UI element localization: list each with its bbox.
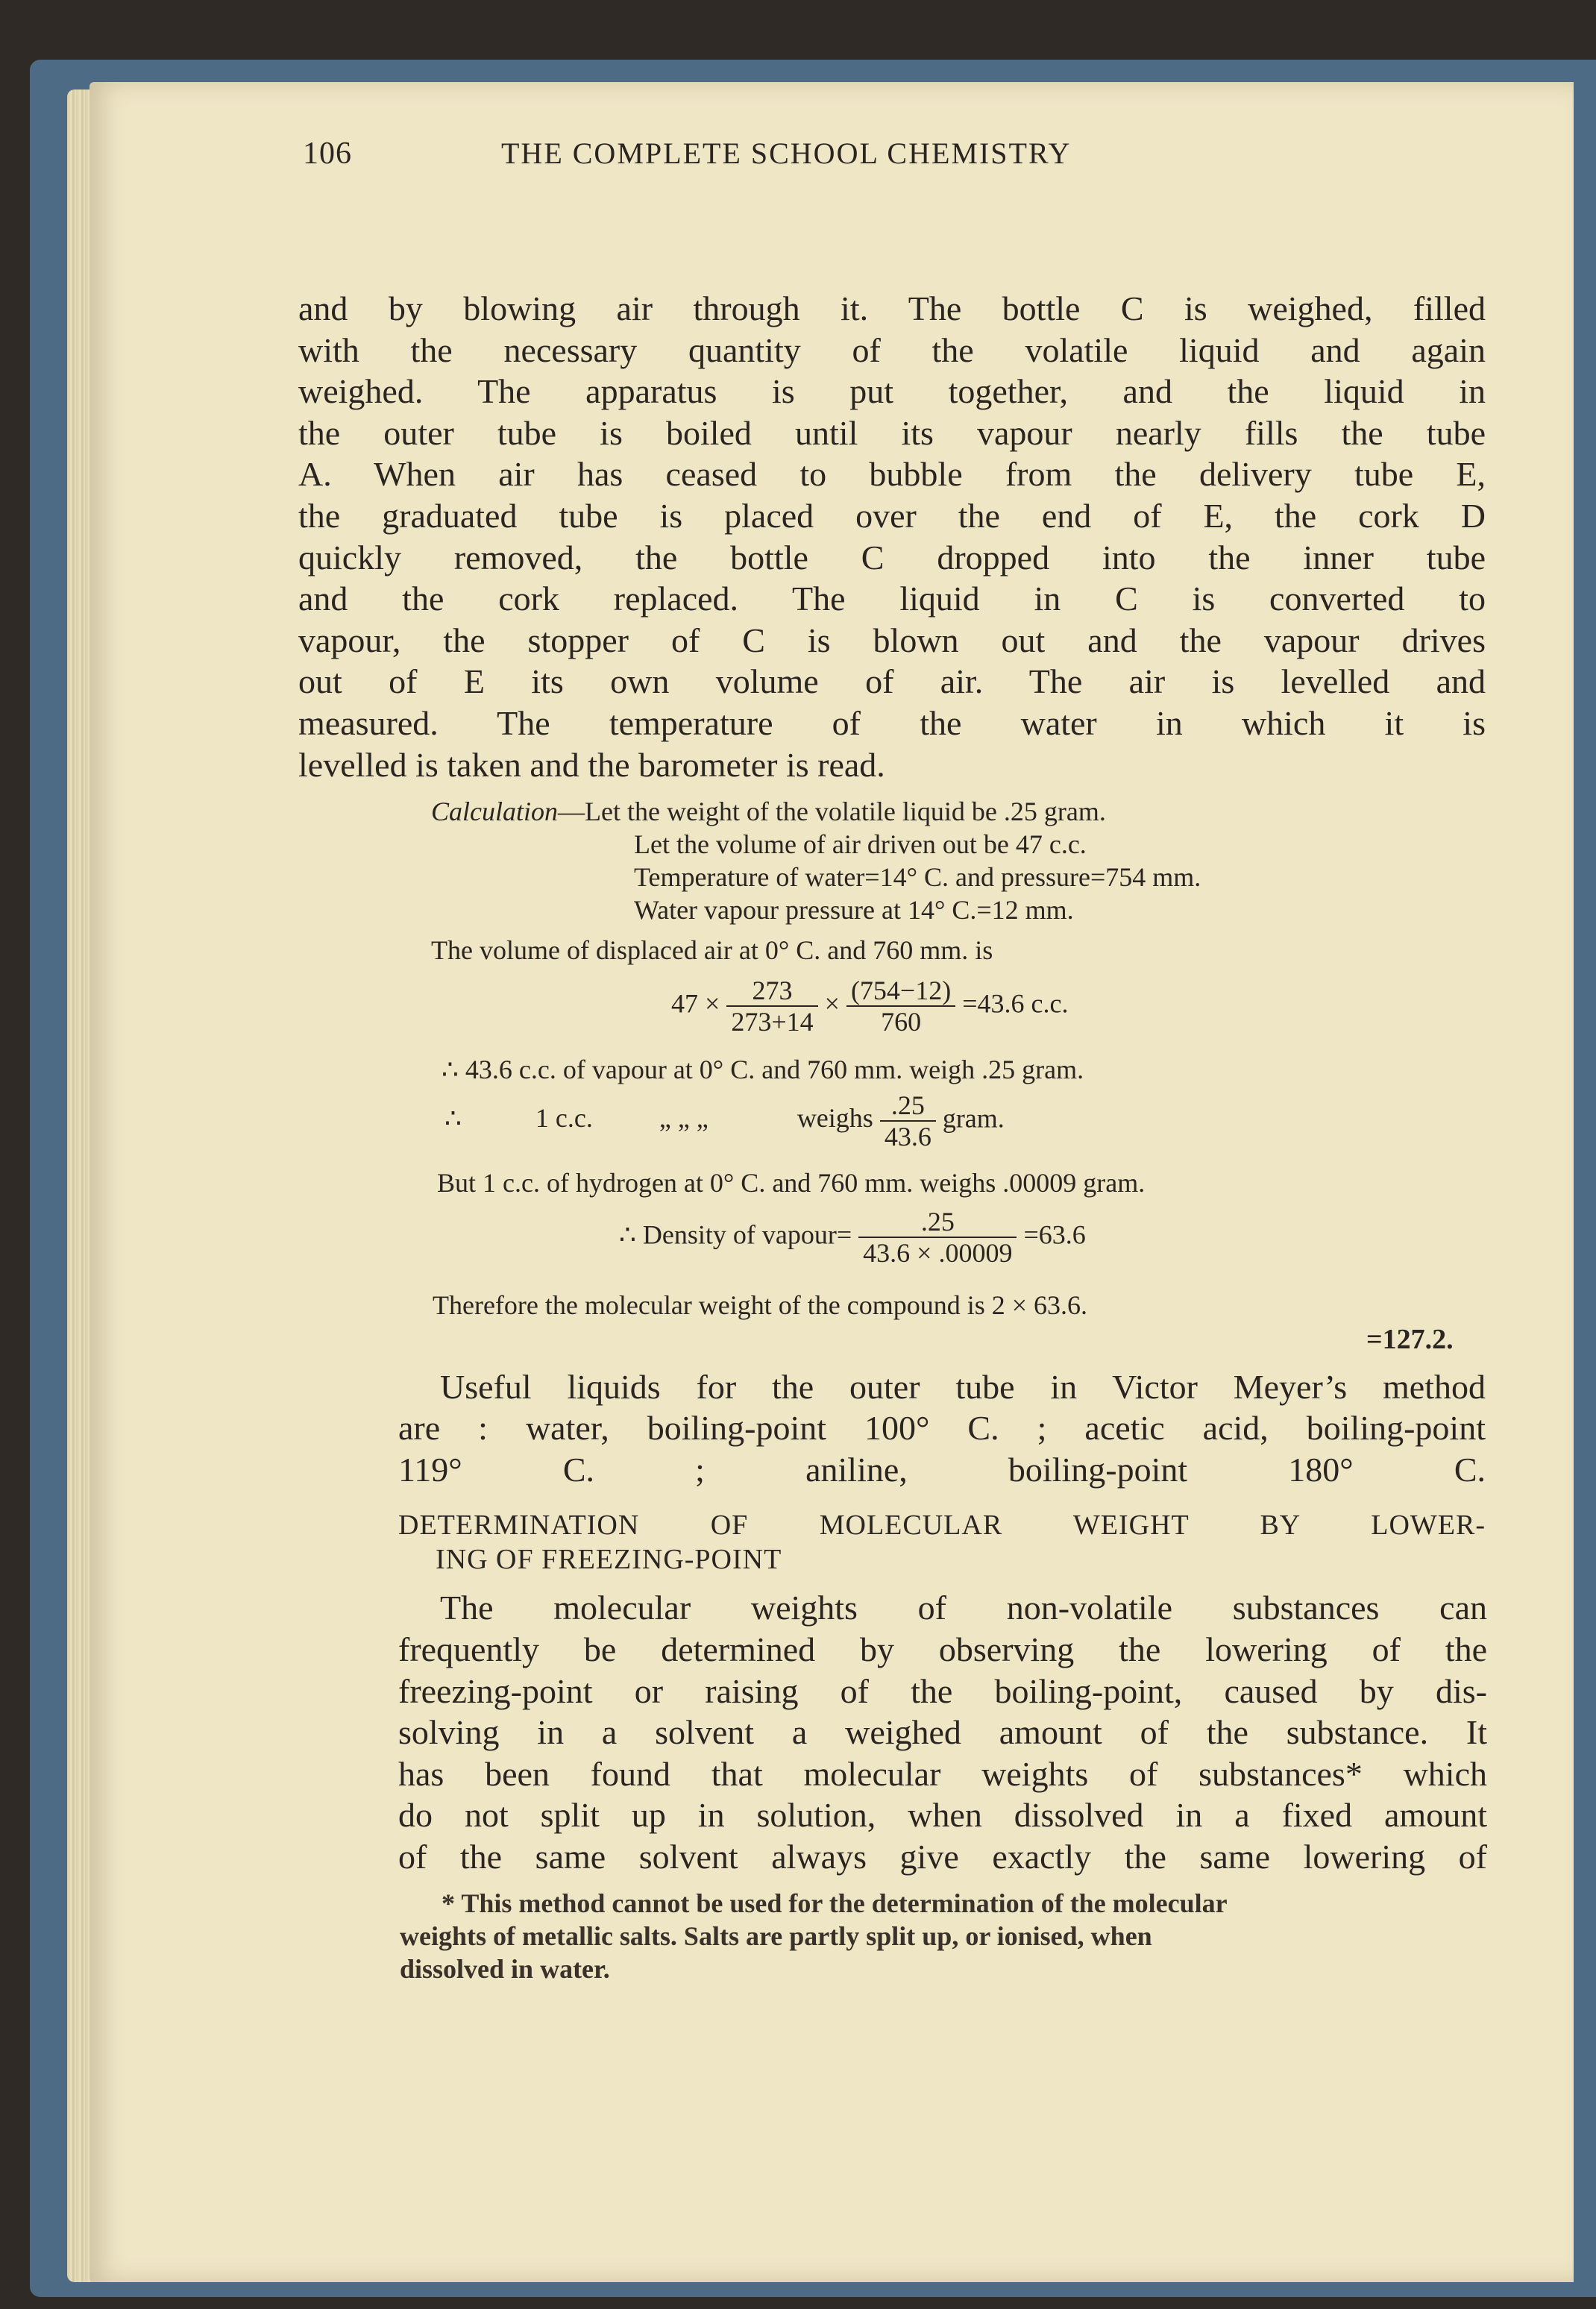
fraction-denominator: 43.6 × .00009 xyxy=(863,1238,1013,1268)
eq-lead: ∴ Density of vapour= xyxy=(619,1219,852,1250)
running-title: THE COMPLETE SCHOOL CHEMISTRY xyxy=(501,136,1072,170)
fraction-denominator: 760 xyxy=(881,1007,922,1037)
fraction-numerator: (754−12) xyxy=(846,976,955,1007)
fraction-denominator: 43.6 xyxy=(884,1122,931,1152)
footnote xyxy=(400,1887,1489,1985)
paragraph-3 xyxy=(440,1587,1487,1629)
calculation-line-5: The volume of displaced air at 0° C. and 760 mm. is xyxy=(431,935,993,965)
eq-times: × xyxy=(824,988,840,1019)
text-line: the graduated tube is placed over the end of E, the cork D xyxy=(298,496,1486,535)
page-number: 106 xyxy=(303,136,352,171)
calculation-line-7 xyxy=(444,1090,1005,1152)
text-line: measured. The temperature of the water in which it is xyxy=(298,703,1486,742)
fraction-numerator: 273 xyxy=(726,976,817,1007)
text-line: The molecular weights of non-volatile substances can xyxy=(440,1589,1487,1627)
text-line: and by blowing air through it. The bottle C is weighed, filled xyxy=(298,289,1486,327)
calculation-line-4: Water vapour pressure at 14° C.=12 mm. xyxy=(634,895,1074,925)
heading-line: ING OF FREEZING-POINT xyxy=(436,1544,782,1575)
paragraph-3-cont xyxy=(398,1629,1487,1878)
text-line: and the cork replaced. The liquid in C is converted to xyxy=(298,579,1486,618)
text-line: freezing-point or raising of the boiling-point, caused by dis- xyxy=(398,1671,1487,1710)
fraction-weight xyxy=(880,1090,936,1152)
fraction-numerator: .25 xyxy=(858,1207,1017,1238)
equation-volume xyxy=(671,976,1068,1037)
book-page xyxy=(89,82,1574,2282)
text-line: do not split up in solution, when dissolved in a fixed amount xyxy=(398,1796,1487,1835)
text-line: has been found that molecular weights of substances* which xyxy=(398,1754,1487,1793)
section-heading xyxy=(398,1508,1486,1577)
calc-text: 1 c.c. xyxy=(535,1103,593,1134)
paragraph-2-cont xyxy=(398,1407,1486,1490)
fraction-density xyxy=(858,1207,1017,1268)
calc-text: weighs xyxy=(797,1103,873,1134)
text-line: solving in a solvent a weighed amount of the substance. It xyxy=(398,1713,1487,1752)
calculation-line-3: Temperature of water=14° C. and pressure=754 mm. xyxy=(634,862,1201,892)
calculation-result: =127.2. xyxy=(1366,1324,1454,1355)
text-line: 119° C. ; aniline, boiling-point 180° C. xyxy=(398,1450,1486,1489)
calculation-line-9: Therefore the molecular weight of the compound is 2 × 63.6. xyxy=(433,1290,1088,1320)
heading-line: DETERMINATION OF MOLECULAR WEIGHT BY LOWER- xyxy=(398,1510,1486,1541)
text-line: levelled is taken and the barometer is read. xyxy=(298,745,885,784)
calculation-label: Calculation xyxy=(431,797,558,826)
text-line: quickly removed, the bottle C dropped into the inner tube xyxy=(298,538,1486,577)
calculation-line-8: But 1 c.c. of hydrogen at 0° C. and 760 mm. weighs .00009 gram. xyxy=(437,1168,1146,1198)
calculation-line-6: ∴ 43.6 c.c. of vapour at 0° C. and 760 mm. weigh .25 gram. xyxy=(442,1055,1084,1084)
running-header xyxy=(303,136,1347,180)
fraction-numerator: .25 xyxy=(880,1090,936,1122)
text-line: the outer tube is boiled until its vapour nearly fills the tube xyxy=(298,413,1486,452)
therefore-symbol: ∴ xyxy=(444,1103,462,1134)
eq-lead: 47 × xyxy=(671,988,720,1019)
footnote-line: dissolved in water. xyxy=(400,1954,610,1984)
fraction-denominator: 273+14 xyxy=(731,1007,814,1037)
text-line: frequently be determined by observing the lowering of the xyxy=(398,1630,1487,1668)
text-line: vapour, the stopper of C is blown out and the vapour drives xyxy=(298,621,1486,659)
text-line: out of E its own volume of air. The air is levelled and xyxy=(298,662,1486,701)
fraction-temperature xyxy=(726,976,817,1037)
equation-density xyxy=(619,1207,1086,1268)
calc-text: gram. xyxy=(942,1103,1005,1134)
text-line: weighed. The apparatus is put together, and the liquid in xyxy=(298,372,1486,411)
ditto-marks: „ „ „ xyxy=(659,1103,709,1134)
text-line: A. When air has ceased to bubble from the delivery tube E, xyxy=(298,455,1486,494)
calculation-line-1 xyxy=(431,795,1106,828)
fraction-pressure xyxy=(846,976,955,1037)
eq-result: =63.6 xyxy=(1023,1219,1086,1250)
calculation-line-2: Let the volume of air driven out be 47 c.c. xyxy=(634,829,1087,859)
text-line: with the necessary quantity of the volatile liquid and again xyxy=(298,330,1486,369)
text-line: are : water, boiling-point 100° C. ; acetic acid, boiling-point xyxy=(398,1409,1486,1447)
paragraph-1 xyxy=(298,288,1486,785)
footnote-line: * This method cannot be used for the determination of the molecular xyxy=(442,1888,1228,1918)
text-line: Useful liquids for the outer tube in Victor Meyer’s method xyxy=(440,1368,1486,1406)
text-line: of the same solvent always give exactly the same lowering of xyxy=(398,1837,1487,1876)
calc-text: —Let the weight of the volatile liquid be .25 gram. xyxy=(558,797,1106,826)
eq-result: =43.6 c.c. xyxy=(962,988,1069,1019)
footnote-line: weights of metallic salts. Salts are partly split up, or ionised, when xyxy=(400,1921,1152,1951)
paragraph-2 xyxy=(440,1366,1486,1408)
